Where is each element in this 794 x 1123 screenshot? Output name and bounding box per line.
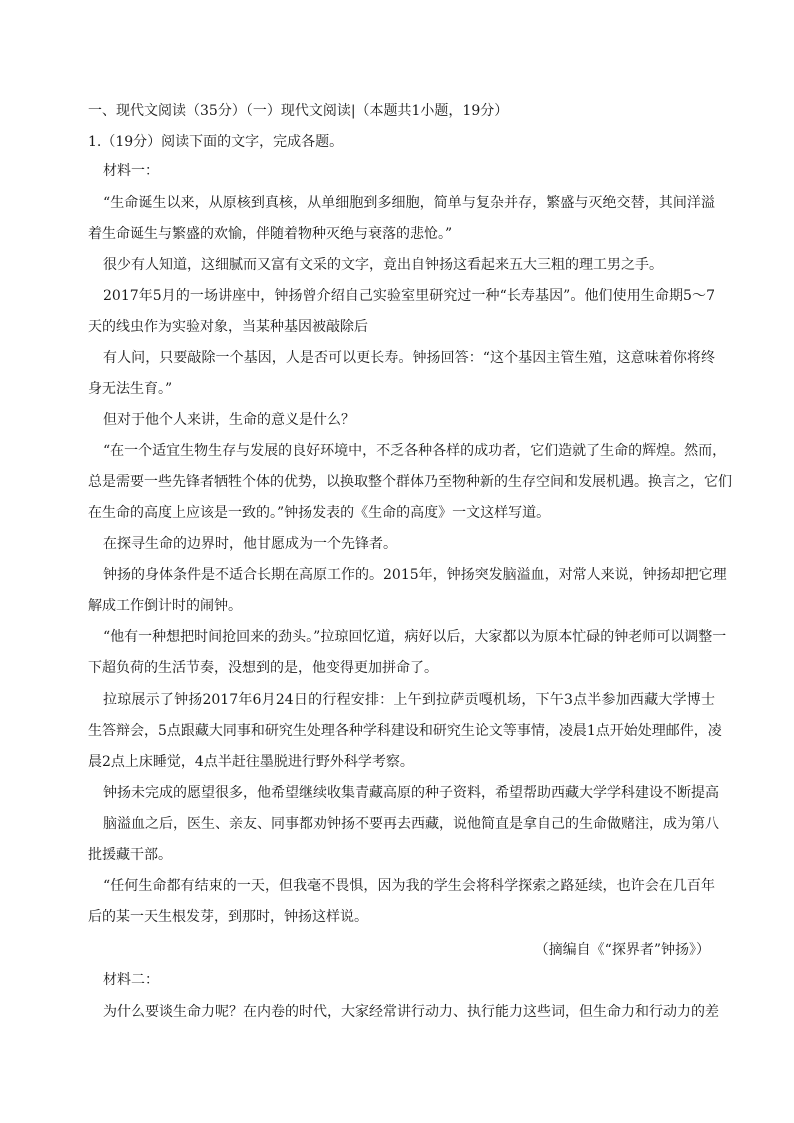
- paragraph-line: 钟扬的身体条件是不适合长期在高原工作的。2015年，钟扬突发脑溢血，对常人来说，钟扬却把它理: [103, 567, 727, 583]
- paragraph-line: 在生命的高度上应该是一致的。”钟扬发表的《生命的高度》一文这样写道。: [88, 505, 551, 521]
- paragraph-line: 总是需要一些先锋者牺牲个体的优势，以换取整个群体乃至物种新的生存空间和发展机遇。换言之，它们: [88, 474, 732, 490]
- paragraph-line: 天的线虫作为实验对象，当某种基因被敲除后: [88, 319, 368, 335]
- material-two-label: 材料二：: [103, 972, 159, 988]
- material-one-label: 材料一：: [103, 163, 159, 179]
- paragraph-line: 批援藏干部。: [88, 847, 172, 863]
- paragraph-line: 脑溢血之后，医生、亲友、同事都劝钟扬不要再去西藏，说他简直是拿自己的生命做赌注，成为第八: [103, 816, 719, 832]
- paragraph-line: 但对于他个人来讲，生命的意义是什么？: [103, 412, 355, 428]
- paragraph-line: “他有一种想把时间抢回来的劲头。”拉琼回忆道，病好以后，大家都以为原本忙碌的钟老师可以调整一: [103, 629, 727, 645]
- paragraph-line: 着生命诞生与繁盛的欢愉，伴随着物种灭绝与衰落的悲怆。”: [88, 226, 453, 242]
- paragraph-line: 生答辩会，5点跟藏大同事和研究生处理各种学科建设和研究生论文等事情，凌晨1点开始处理邮件，凌: [88, 723, 722, 739]
- paragraph-line: 为什么要谈生命力呢？在内卷的时代，大家经常讲行动力、执行能力这些词，但生命力和行动力的差: [103, 1004, 719, 1020]
- paragraph-line: 拉琼展示了钟扬2017年6月24日的行程安排：上午到拉萨贡嘎机场，下午3点半参加西藏大学博士: [103, 692, 715, 708]
- paragraph-line: 后的某一天生根发芽，到那时，钟扬这样说。: [88, 909, 368, 925]
- question-prompt: 1.（19分）阅读下面的文字，完成各题。: [88, 134, 344, 150]
- section-heading: 一、现代文阅读（35分）（一）现代文阅读|（本题共1小题，19分）: [88, 103, 509, 119]
- paragraph-line: 2017年5月的一场讲座中，钟扬曾介绍自己实验室里研究过一种“长寿基因”。他们使用生命期5～7: [103, 288, 715, 304]
- paragraph-line: 很少有人知道，这细腻而又富有文采的文字，竟出自钟扬这看起来五大三粗的理工男之手。: [103, 257, 663, 273]
- paragraph-line: “生命诞生以来，从原核到真核，从单细胞到多细胞，简单与复杂并存，繁盛与灭绝交替，其间洋溢: [103, 195, 715, 211]
- source-citation: （摘编自《“探界者”钟扬》）: [534, 942, 710, 958]
- paragraph-line: 下超负荷的生活节奏，没想到的是，他变得更加拼命了。: [88, 660, 438, 676]
- paragraph-line: 身无法生育。”: [88, 381, 173, 397]
- paragraph-line: 解成工作倒计时的闹钟。: [88, 598, 242, 614]
- paragraph-line: 钟扬未完成的愿望很多，他希望继续收集青藏高原的种子资料，希望帮助西藏大学学科建设不断提高: [103, 785, 719, 801]
- paragraph-line: “任何生命都有结束的一天，但我毫不畏惧，因为我的学生会将科学探索之路延续，也许会在几百年: [103, 878, 715, 894]
- paragraph-line: 晨2点上床睡觉，4点半赶往墨脱进行野外科学考察。: [88, 754, 414, 770]
- paragraph-line: 在探寻生命的边界时，他甘愿成为一个先锋者。: [103, 536, 397, 552]
- paragraph-line: 有人问，只要敲除一个基因，人是否可以更长寿。钟扬回答：“这个基因主管生殖，这意味着你将终: [103, 350, 715, 366]
- paragraph-line: “在一个适宜生物生存与发展的良好环境中，不乏各种各样的成功者，它们造就了生命的辉煌。然而，: [103, 443, 727, 459]
